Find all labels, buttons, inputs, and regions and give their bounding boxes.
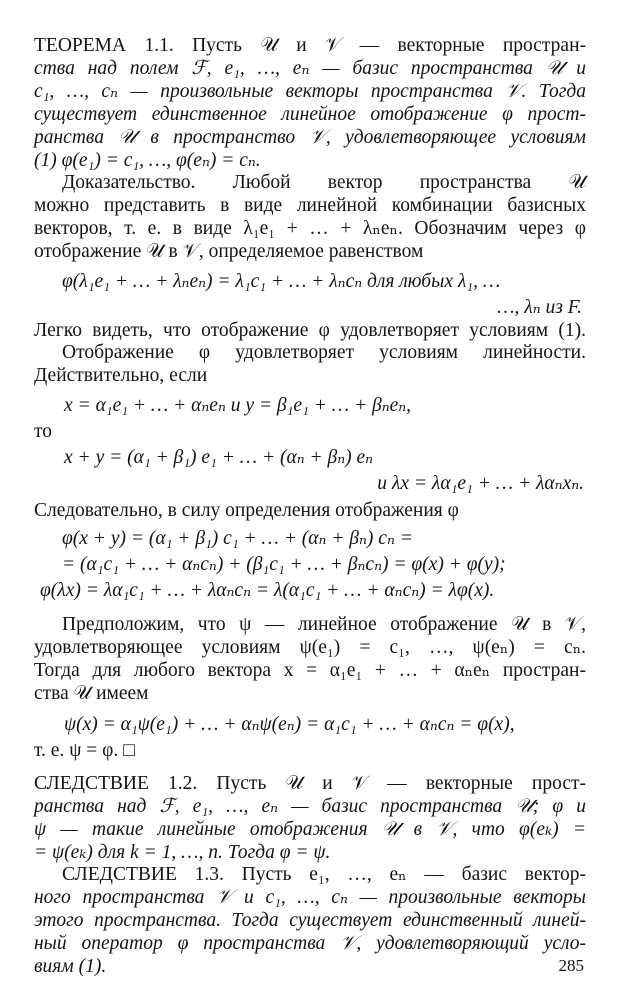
- proof-end: т. е. ψ = φ. □: [34, 740, 135, 761]
- page-number: 285: [558, 956, 584, 975]
- proof-line-4: отображение 𝒰 в 𝒱, определяемое равенством: [34, 241, 424, 262]
- proof-line-12: ства 𝒰 имеем: [34, 683, 149, 704]
- corollary-1-3-line-1: СЛЕДСТВИЕ 1.3. Пусть e₁, …, eₙ — базис вектор-: [62, 864, 586, 885]
- proof-line-8: Следовательно, в силу определения отображения φ: [34, 500, 459, 521]
- formula-x-y: x = α₁e₁ + … + αₙeₙ и y = β₁e₁ + … + βₙeₙ,: [64, 395, 412, 416]
- formula-phi-definition: φ(λ₁e₁ + … + λₙeₙ) = λ₁c₁ + … + λₙcₙ для любых λ₁, …: [62, 271, 501, 292]
- formula-x-plus-y: x + y = (α₁ + β₁) e₁ + … + (αₙ + βₙ) eₙ: [64, 447, 374, 468]
- proof-line-5: Легко видеть, что отображение φ удовлетворяет условиям (1).: [34, 320, 586, 341]
- theorem-1-1-line-2: ства над полем ℱ, e₁, …, eₙ — базис пространства 𝒰 и: [34, 58, 586, 79]
- proof-line-1: Доказательство. Любой вектор пространства 𝒰: [62, 172, 586, 193]
- corollary-1-2-line-2: ранства над ℱ, e₁, …, eₙ — базис пространства 𝒰; φ и: [34, 796, 586, 817]
- proof-line-3: векторов, т. е. в виде λ₁e₁ + … + λₙeₙ. Обозначим через φ: [34, 218, 586, 239]
- theorem-1-1-line-5: ранства 𝒰 в пространство 𝒱, удовлетворяющее условиям: [34, 127, 586, 148]
- proof-line-10: удовлетворяющее условиям ψ(e₁) = c₁, …, ψ(eₙ) = cₙ.: [34, 637, 586, 658]
- theorem-1-1-line-1: ТЕОРЕМА 1.1. Пусть 𝒰 и 𝒱 — векторные простран-: [34, 35, 586, 56]
- corollary-1-2-line-3: ψ — такие линейные отображения 𝒰 в 𝒱, что φ(eₖ) =: [34, 819, 586, 840]
- corollary-1-3-line-5: виям (1).: [34, 956, 107, 977]
- proof-word-to: то: [34, 421, 53, 442]
- formula-phi-sum-1: φ(x + y) = (α₁ + β₁) c₁ + … + (αₙ + βₙ) cₙ =: [62, 528, 413, 549]
- proof-line-9: Предположим, что ψ — линейное отображение 𝒰 в 𝒱,: [62, 614, 586, 635]
- formula-psi: ψ(x) = α₁ψ(e₁) + … + αₙψ(eₙ) = α₁c₁ + … + αₙcₙ = φ(x),: [64, 714, 515, 735]
- corollary-1-2-line-1: СЛЕДСТВИЕ 1.2. Пусть 𝒰 и 𝒱 — векторные прост-: [34, 773, 586, 794]
- formula-lambda-x: и λx = λα₁e₁ + … + λαₙxₙ.: [377, 473, 584, 494]
- formula-phi-sum-2: = (α₁c₁ + … + αₙcₙ) + (β₁c₁ + … + βₙcₙ) = φ(x) + φ(y);: [62, 554, 506, 575]
- formula-phi-lambda: φ(λx) = λα₁c₁ + … + λαₙcₙ = λ(α₁c₁ + … + αₙcₙ) = λφ(x).: [40, 580, 495, 601]
- corollary-1-2-line-4: = ψ(eₖ) для k = 1, …, n. Тогда φ = ψ.: [34, 842, 331, 863]
- theorem-1-1-line-4: существует единственное линейное отображение φ прост-: [34, 104, 586, 125]
- theorem-1-1-line-3: c₁, …, cₙ — произвольные векторы пространства 𝒱. Тогда: [34, 81, 586, 102]
- proof-line-6: Отображение φ удовлетворяет условиям линейности.: [62, 342, 586, 363]
- corollary-1-3-line-3: этого пространства. Тогда существует единственный линей-: [34, 910, 586, 931]
- corollary-1-3-line-2: ного пространства 𝒱 и c₁, …, cₙ — произвольные векторы: [34, 887, 586, 908]
- theorem-1-1-line-6: (1) φ(e₁) = c₁, …, φ(eₙ) = cₙ.: [34, 150, 261, 171]
- formula-phi-definition-cont: …, λₙ из F.: [497, 297, 582, 318]
- proof-line-7: Действительно, если: [34, 365, 208, 386]
- proof-line-11: Тогда для любого вектора x = α₁e₁ + … + αₙeₙ простран-: [34, 660, 586, 681]
- proof-line-2: можно представить в виде линейной комбинации базисных: [34, 195, 586, 216]
- corollary-1-3-line-4: ный оператор φ пространства 𝒱, удовлетворяющий усло-: [34, 933, 586, 954]
